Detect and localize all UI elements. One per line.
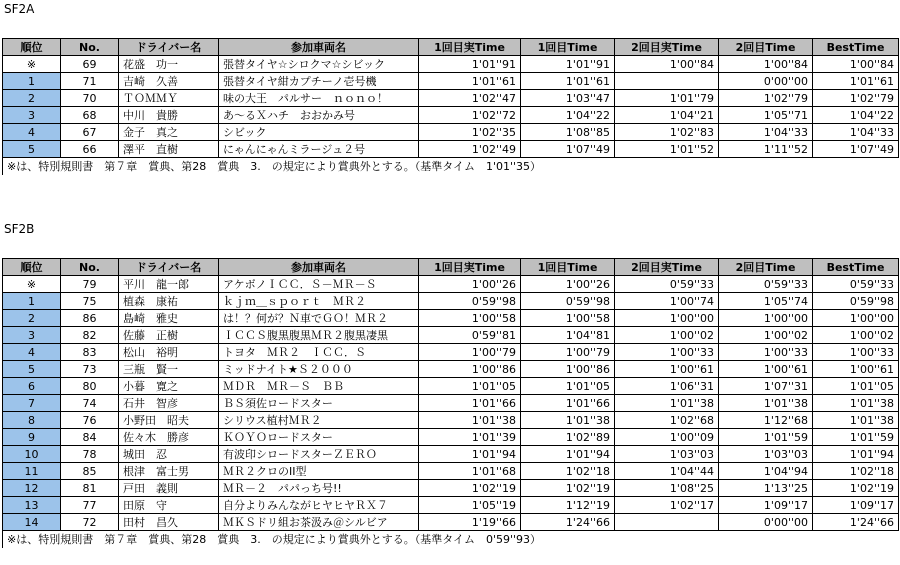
time-cell: 1'12''19 xyxy=(521,497,615,514)
vehicle-name-cell: シリウス植村ＭＲ２ xyxy=(219,412,419,429)
driver-name-cell: 城田 忍 xyxy=(119,446,219,463)
time-cell: 1'01''38 xyxy=(419,412,521,429)
rank-cell: 11 xyxy=(3,463,61,480)
note-row xyxy=(3,158,899,175)
table-row xyxy=(3,276,899,293)
time-cell: 1'19''66 xyxy=(419,514,521,531)
time-cell: 1'05''74 xyxy=(719,293,813,310)
time-cell: 1'04''33 xyxy=(719,124,813,141)
driver-name-cell: 田原 守 xyxy=(119,497,219,514)
driver-name-cell: 根津 富士男 xyxy=(119,463,219,480)
time-cell: 1'02''83 xyxy=(615,124,719,141)
car-number-cell: 67 xyxy=(61,124,119,141)
rank-cell: 1 xyxy=(3,73,61,90)
time-cell: 1'07''31 xyxy=(719,378,813,395)
time-cell: 1'01''61 xyxy=(521,73,615,90)
time-cell: 1'00''00 xyxy=(615,310,719,327)
time-cell: 1'00''86 xyxy=(419,361,521,378)
results-table-sf2b xyxy=(2,258,899,548)
time-cell: 1'00''02 xyxy=(615,327,719,344)
table-row xyxy=(3,446,899,463)
vehicle-name-cell: 有波印シロードスターＺＥＲＯ xyxy=(219,446,419,463)
vehicle-name-cell: トヨタ ＭＲ２ ＩＣＣ．Ｓ xyxy=(219,344,419,361)
vehicle-name-cell: アケボノＩＣＣ．Ｓ－ＭＲ－Ｓ xyxy=(219,276,419,293)
time-cell: 1'07''49 xyxy=(813,141,899,158)
time-cell: 0'59''33 xyxy=(813,276,899,293)
driver-name-cell: 植森 康祐 xyxy=(119,293,219,310)
column-header: 1回目実Time xyxy=(419,39,521,56)
time-cell: 1'04''94 xyxy=(719,463,813,480)
table-row xyxy=(3,293,899,310)
vehicle-name-cell: 自分よりみんながヒヤヒヤＲＸ７ xyxy=(219,497,419,514)
car-number-cell: 66 xyxy=(61,141,119,158)
time-cell: 1'01''52 xyxy=(615,141,719,158)
column-header: 2回目Time xyxy=(719,39,813,56)
time-cell: 1'24''66 xyxy=(521,514,615,531)
car-number-cell: 78 xyxy=(61,446,119,463)
time-cell: 1'00''33 xyxy=(813,344,899,361)
time-cell: 1'08''25 xyxy=(615,480,719,497)
rank-cell: 5 xyxy=(3,361,61,378)
time-cell: 1'00''86 xyxy=(521,361,615,378)
time-cell xyxy=(615,514,719,531)
driver-name-cell: 平川 龍一郎 xyxy=(119,276,219,293)
time-cell: 1'02''19 xyxy=(521,480,615,497)
vehicle-name-cell: シビック xyxy=(219,124,419,141)
time-cell: 1'04''21 xyxy=(615,107,719,124)
car-number-cell: 84 xyxy=(61,429,119,446)
rank-cell: 13 xyxy=(3,497,61,514)
time-cell: 1'02''19 xyxy=(813,480,899,497)
time-cell: 1'02''19 xyxy=(419,480,521,497)
vehicle-name-cell: あ～るＸハチ おおかみ号 xyxy=(219,107,419,124)
vehicle-name-cell: ＩＣＣＳ腹黒腹黒ＭＲ２腹黒凄黒 xyxy=(219,327,419,344)
car-number-cell: 82 xyxy=(61,327,119,344)
time-cell: 1'13''25 xyxy=(719,480,813,497)
rank-cell: ※ xyxy=(3,276,61,293)
column-header: ドライバー名 xyxy=(119,259,219,276)
rank-cell: 6 xyxy=(3,378,61,395)
time-cell: 1'01''59 xyxy=(719,429,813,446)
table-row xyxy=(3,361,899,378)
column-header: 1回目Time xyxy=(521,259,615,276)
driver-name-cell: 田村 昌久 xyxy=(119,514,219,531)
time-cell: 0'59''81 xyxy=(419,327,521,344)
car-number-cell: 74 xyxy=(61,395,119,412)
time-cell: 1'01''38 xyxy=(813,412,899,429)
time-cell: 1'00''61 xyxy=(813,361,899,378)
time-cell: 1'06''31 xyxy=(615,378,719,395)
time-cell: 1'09''17 xyxy=(719,497,813,514)
time-cell: 1'02''35 xyxy=(419,124,521,141)
time-cell: 1'02''79 xyxy=(813,90,899,107)
time-cell: 1'00''79 xyxy=(419,344,521,361)
table-row xyxy=(3,327,899,344)
table-row xyxy=(3,90,899,107)
time-cell: 1'00''33 xyxy=(719,344,813,361)
time-cell: 1'01''05 xyxy=(521,378,615,395)
vehicle-name-cell: ミッドナイト★Ｓ２０００ xyxy=(219,361,419,378)
time-cell: 1'01''38 xyxy=(813,395,899,412)
driver-name-cell: 花盛 功一 xyxy=(119,56,219,73)
table-row xyxy=(3,480,899,497)
driver-name-cell: 戸田 義則 xyxy=(119,480,219,497)
time-cell: 1'02''17 xyxy=(615,497,719,514)
time-cell: 1'00''09 xyxy=(615,429,719,446)
time-cell: 0'59''33 xyxy=(615,276,719,293)
rank-cell: 7 xyxy=(3,395,61,412)
driver-name-cell: 佐藤 正樹 xyxy=(119,327,219,344)
time-cell: 0'00''00 xyxy=(719,73,813,90)
column-header: No. xyxy=(61,259,119,276)
car-number-cell: 77 xyxy=(61,497,119,514)
time-cell: 1'08''85 xyxy=(521,124,615,141)
vehicle-name-cell: 張替タイヤ☆シロクマ☆シビック xyxy=(219,56,419,73)
column-header: 参加車両名 xyxy=(219,39,419,56)
time-cell: 1'00''79 xyxy=(521,344,615,361)
regulation-note: ※は、特別規則書 第７章 賞典、第28 賞典 3. の規定により賞典外とする。（基準タイム 1'01''35） xyxy=(3,158,899,175)
table-row xyxy=(3,463,899,480)
column-header: 2回目実Time xyxy=(615,259,719,276)
table-row xyxy=(3,429,899,446)
column-header: No. xyxy=(61,39,119,56)
column-header: BestTime xyxy=(813,259,899,276)
driver-name-cell: 中川 貴勝 xyxy=(119,107,219,124)
car-number-cell: 79 xyxy=(61,276,119,293)
car-number-cell: 72 xyxy=(61,514,119,531)
time-cell: 1'04''33 xyxy=(813,124,899,141)
vehicle-name-cell: ｋｊｍ＿ｓｐｏｒｔ ＭＲ２ xyxy=(219,293,419,310)
time-cell: 1'02''49 xyxy=(419,141,521,158)
time-cell: 1'02''18 xyxy=(813,463,899,480)
car-number-cell: 68 xyxy=(61,107,119,124)
driver-name-cell: 石井 智彦 xyxy=(119,395,219,412)
table-row xyxy=(3,412,899,429)
rank-cell: ※ xyxy=(3,56,61,73)
time-cell: 1'00''33 xyxy=(615,344,719,361)
time-cell: 1'00''26 xyxy=(419,276,521,293)
time-cell: 1'00''61 xyxy=(615,361,719,378)
note-row xyxy=(3,531,899,548)
time-cell: 1'00''61 xyxy=(719,361,813,378)
time-cell: 1'01''66 xyxy=(521,395,615,412)
time-cell: 1'01''94 xyxy=(419,446,521,463)
time-cell: 1'01''05 xyxy=(419,378,521,395)
rank-cell: 4 xyxy=(3,124,61,141)
driver-name-cell: 金子 真之 xyxy=(119,124,219,141)
rank-cell: 4 xyxy=(3,344,61,361)
driver-name-cell: 松山 裕明 xyxy=(119,344,219,361)
table-row xyxy=(3,107,899,124)
rank-cell: 10 xyxy=(3,446,61,463)
driver-name-cell: 小野田 昭夫 xyxy=(119,412,219,429)
results-table-sf2a xyxy=(2,38,899,175)
time-cell: 1'01''79 xyxy=(615,90,719,107)
driver-name-cell: 三瓶 賢一 xyxy=(119,361,219,378)
time-cell: 1'07''49 xyxy=(521,141,615,158)
table-row xyxy=(3,141,899,158)
time-cell: 1'03''03 xyxy=(719,446,813,463)
time-cell: 1'01''39 xyxy=(419,429,521,446)
vehicle-name-cell: 味の大王 パルサー ｎｏｎｏ！ xyxy=(219,90,419,107)
column-header: 2回目実Time xyxy=(615,39,719,56)
rank-cell: 1 xyxy=(3,293,61,310)
vehicle-name-cell: 張替タイヤ紺カプチーノ壱号機 xyxy=(219,73,419,90)
rank-cell: 14 xyxy=(3,514,61,531)
time-cell: 0'59''98 xyxy=(813,293,899,310)
car-number-cell: 75 xyxy=(61,293,119,310)
time-cell: 0'59''33 xyxy=(719,276,813,293)
time-cell: 1'03''03 xyxy=(615,446,719,463)
car-number-cell: 70 xyxy=(61,90,119,107)
car-number-cell: 76 xyxy=(61,412,119,429)
table-header-row xyxy=(3,39,899,56)
column-header: 2回目Time xyxy=(719,259,813,276)
time-cell: 0'00''00 xyxy=(719,514,813,531)
time-cell: 1'00''84 xyxy=(719,56,813,73)
time-cell: 1'04''81 xyxy=(521,327,615,344)
time-cell: 1'04''22 xyxy=(521,107,615,124)
time-cell: 1'01''68 xyxy=(419,463,521,480)
rank-cell: 2 xyxy=(3,310,61,327)
time-cell: 1'00''02 xyxy=(813,327,899,344)
column-header: BestTime xyxy=(813,39,899,56)
time-cell: 1'01''91 xyxy=(521,56,615,73)
time-cell: 1'00''58 xyxy=(419,310,521,327)
table-row xyxy=(3,124,899,141)
car-number-cell: 81 xyxy=(61,480,119,497)
car-number-cell: 73 xyxy=(61,361,119,378)
column-header: 1回目実Time xyxy=(419,259,521,276)
time-cell: 1'00''58 xyxy=(521,310,615,327)
vehicle-name-cell: ＭＫＳドリ組お茶汲み＠シルビア xyxy=(219,514,419,531)
time-cell: 1'00''74 xyxy=(615,293,719,310)
column-header: 順位 xyxy=(3,259,61,276)
rank-cell: 9 xyxy=(3,429,61,446)
time-cell: 1'01''38 xyxy=(719,395,813,412)
column-header: 参加車両名 xyxy=(219,259,419,276)
car-number-cell: 71 xyxy=(61,73,119,90)
time-cell: 1'01''61 xyxy=(813,73,899,90)
table-row xyxy=(3,497,899,514)
rank-cell: 3 xyxy=(3,107,61,124)
driver-name-cell: 島崎 雅史 xyxy=(119,310,219,327)
time-cell: 1'05''19 xyxy=(419,497,521,514)
table-row xyxy=(3,344,899,361)
car-number-cell: 85 xyxy=(61,463,119,480)
driver-name-cell: ＴＯＭＭＹ xyxy=(119,90,219,107)
vehicle-name-cell: ＢＳ須佐ロードスター xyxy=(219,395,419,412)
time-cell: 1'00''84 xyxy=(813,56,899,73)
time-cell: 1'04''22 xyxy=(813,107,899,124)
vehicle-name-cell: は！？何が？Ｎ車でＧＯ！ＭＲ２ xyxy=(219,310,419,327)
column-header: ドライバー名 xyxy=(119,39,219,56)
section-title-sf2a: SF2A xyxy=(4,2,35,16)
table-header-row xyxy=(3,259,899,276)
time-cell: 1'00''26 xyxy=(521,276,615,293)
vehicle-name-cell: ＭＲ２クロのII型 xyxy=(219,463,419,480)
rank-cell: 3 xyxy=(3,327,61,344)
time-cell: 0'59''98 xyxy=(419,293,521,310)
time-cell: 1'05''71 xyxy=(719,107,813,124)
table-row xyxy=(3,310,899,327)
time-cell: 1'02''72 xyxy=(419,107,521,124)
time-cell: 1'04''44 xyxy=(615,463,719,480)
vehicle-name-cell: ＫＯＹＯロードスター xyxy=(219,429,419,446)
time-cell: 1'02''47 xyxy=(419,90,521,107)
rank-cell: 12 xyxy=(3,480,61,497)
vehicle-name-cell: ＭＤＲ ＭＲ－Ｓ ＢＢ xyxy=(219,378,419,395)
time-cell: 1'11''52 xyxy=(719,141,813,158)
car-number-cell: 86 xyxy=(61,310,119,327)
time-cell: 0'59''98 xyxy=(521,293,615,310)
time-cell: 1'01''61 xyxy=(419,73,521,90)
table-row xyxy=(3,395,899,412)
time-cell: 1'02''89 xyxy=(521,429,615,446)
time-cell: 1'02''68 xyxy=(615,412,719,429)
time-cell: 1'01''38 xyxy=(521,412,615,429)
regulation-note: ※は、特別規則書 第７章 賞典、第28 賞典 3. の規定により賞典外とする。（基準タイム 0'59''93） xyxy=(3,531,899,548)
driver-name-cell: 澤平 直樹 xyxy=(119,141,219,158)
vehicle-name-cell: ＭＲ－２ パパっち号!! xyxy=(219,480,419,497)
driver-name-cell: 小暮 寛之 xyxy=(119,378,219,395)
time-cell: 1'01''94 xyxy=(813,446,899,463)
table-row xyxy=(3,378,899,395)
car-number-cell: 80 xyxy=(61,378,119,395)
time-cell: 1'02''79 xyxy=(719,90,813,107)
rank-cell: 2 xyxy=(3,90,61,107)
time-cell: 1'00''02 xyxy=(719,327,813,344)
time-cell: 1'09''17 xyxy=(813,497,899,514)
car-number-cell: 69 xyxy=(61,56,119,73)
table-row xyxy=(3,56,899,73)
column-header: 1回目Time xyxy=(521,39,615,56)
time-cell: 1'01''05 xyxy=(813,378,899,395)
time-cell: 1'03''47 xyxy=(521,90,615,107)
time-cell: 1'01''91 xyxy=(419,56,521,73)
vehicle-name-cell: にゃんにゃんミラージュ２号 xyxy=(219,141,419,158)
driver-name-cell: 佐々木 勝彦 xyxy=(119,429,219,446)
column-header: 順位 xyxy=(3,39,61,56)
rank-cell: 8 xyxy=(3,412,61,429)
time-cell: 1'01''94 xyxy=(521,446,615,463)
table-row xyxy=(3,73,899,90)
time-cell: 1'00''00 xyxy=(813,310,899,327)
table-row xyxy=(3,514,899,531)
car-number-cell: 83 xyxy=(61,344,119,361)
time-cell: 1'12''68 xyxy=(719,412,813,429)
time-cell: 1'02''18 xyxy=(521,463,615,480)
time-cell: 1'01''66 xyxy=(419,395,521,412)
time-cell: 1'01''59 xyxy=(813,429,899,446)
time-cell: 1'24''66 xyxy=(813,514,899,531)
rank-cell: 5 xyxy=(3,141,61,158)
time-cell xyxy=(615,73,719,90)
driver-name-cell: 吉崎 久善 xyxy=(119,73,219,90)
time-cell: 1'01''38 xyxy=(615,395,719,412)
time-cell: 1'00''84 xyxy=(615,56,719,73)
section-title-sf2b: SF2B xyxy=(4,222,35,236)
time-cell: 1'00''00 xyxy=(719,310,813,327)
